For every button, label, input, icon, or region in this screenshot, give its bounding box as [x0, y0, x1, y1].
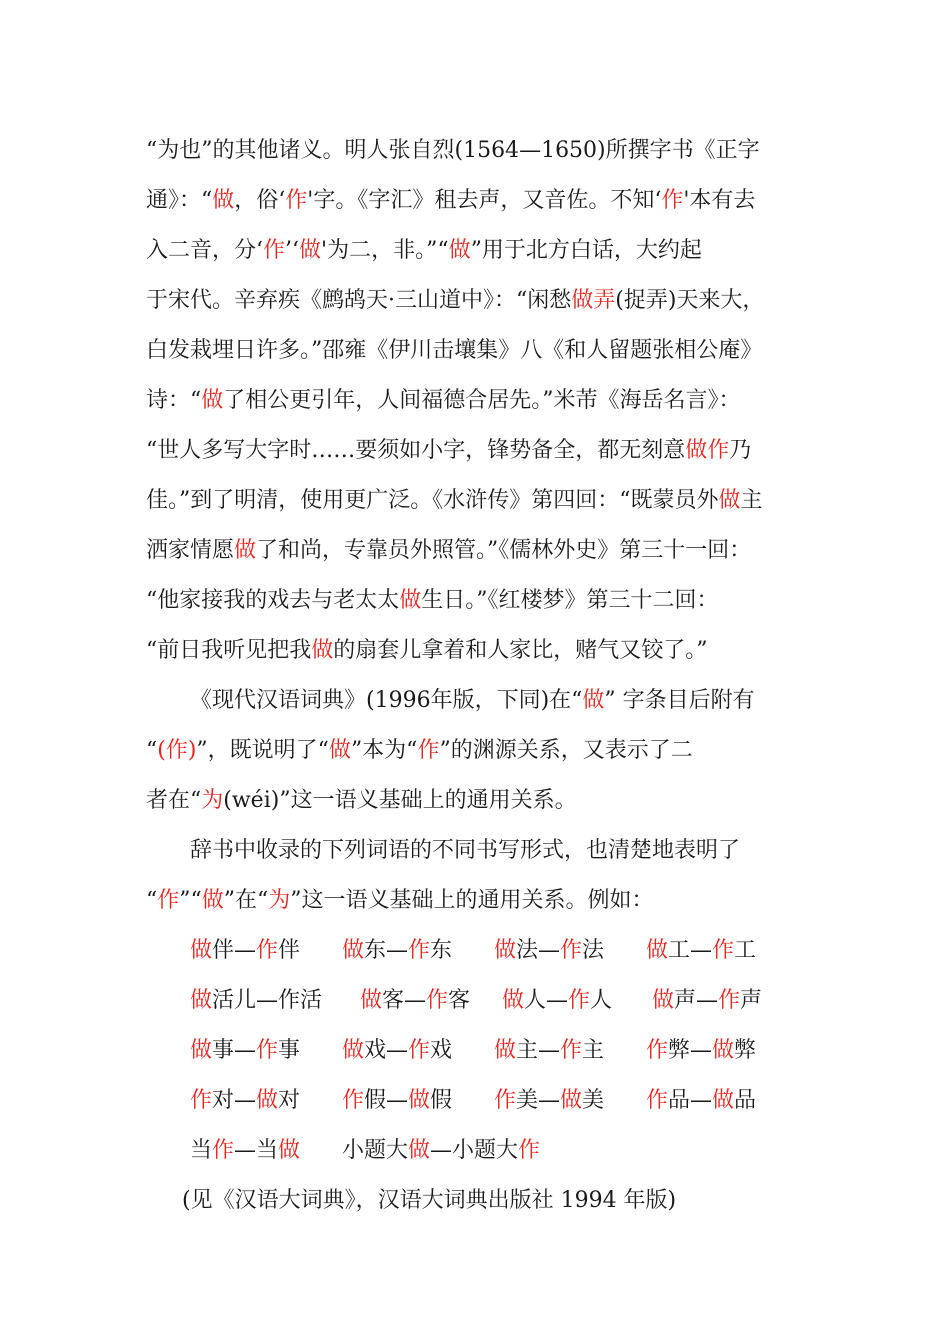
word-examples-list — [146, 926, 810, 1176]
example-row — [146, 926, 810, 976]
example-word-pair — [646, 1026, 798, 1076]
highlighted-char: 做 — [360, 988, 383, 1013]
highlighted-char: 作 — [518, 1138, 541, 1163]
text-run: ”本为“ — [350, 738, 418, 763]
text-line — [146, 226, 810, 276]
text-run: 法 — [582, 938, 605, 963]
highlighted-char: 作 — [342, 1088, 365, 1113]
highlighted-char: 做 — [201, 888, 224, 913]
example-row — [146, 1076, 810, 1126]
text-run: 通》：“ — [146, 188, 213, 213]
text-run: 辞书中收录的下列词语的不同书写形式，也清楚地表明了 — [190, 838, 741, 863]
text-run: 入二音，分‘ — [146, 238, 263, 263]
text-line — [146, 176, 810, 226]
text-run: “前日我听见把我 — [146, 638, 312, 663]
paragraph-history — [146, 126, 810, 676]
example-word-pair — [342, 926, 494, 976]
text-line — [146, 276, 810, 326]
highlighted-char: 做 — [278, 1138, 301, 1163]
highlighted-char: 做 — [311, 638, 334, 663]
text-run: ”这一语义基础上的通用关系。例如： — [290, 888, 654, 913]
text-run: 《现代汉语词典》(1996年版，下同)在“ — [190, 688, 583, 713]
text-run: 弊— — [668, 1038, 713, 1063]
highlighted-char: 做 — [652, 988, 675, 1013]
text-line — [146, 826, 810, 876]
highlighted-char: 作 — [646, 1038, 669, 1063]
highlighted-char: 作 — [661, 188, 684, 213]
text-line — [146, 676, 810, 726]
text-run: 戏 — [430, 1038, 453, 1063]
text-run: '字。《字汇》租去声，又音佐。不知‘ — [307, 188, 662, 213]
text-run: 事 — [278, 1038, 301, 1063]
text-run: 客— — [382, 988, 427, 1013]
text-line — [146, 726, 810, 776]
example-word-pair — [342, 1076, 494, 1126]
highlighted-char: 作 — [212, 1138, 235, 1163]
text-run: 美 — [582, 1088, 605, 1113]
highlighted-char: 做 — [494, 1038, 517, 1063]
highlighted-char: 做 — [190, 1038, 213, 1063]
text-line — [146, 376, 810, 426]
highlighted-char: 作 — [494, 1088, 517, 1113]
highlighted-char: 做 — [646, 938, 669, 963]
text-run: 主 — [582, 1038, 605, 1063]
text-run: 人— — [524, 988, 569, 1013]
text-run: 乃 — [729, 438, 752, 463]
text-run: 东— — [364, 938, 409, 963]
example-word-pair — [494, 1076, 646, 1126]
highlighted-char: 做 — [408, 1138, 431, 1163]
text-run: 佳。”到了明清，使用更广泛。《水浒传》第四回：“既蒙员外 — [146, 488, 719, 513]
example-word-pair — [360, 976, 502, 1026]
highlighted-char: 做 — [718, 488, 741, 513]
text-run: ，俗‘ — [234, 188, 286, 213]
text-run: 对— — [212, 1088, 257, 1113]
highlighted-char: 为 — [268, 888, 291, 913]
text-run: 客 — [448, 988, 471, 1013]
highlighted-char: 做 — [212, 188, 235, 213]
highlighted-char: 作 — [256, 1038, 279, 1063]
text-line — [146, 476, 810, 526]
highlighted-char: 作 — [568, 988, 591, 1013]
example-word-pair — [494, 1026, 646, 1076]
highlighted-char: 做 — [560, 1088, 583, 1113]
source-citation: (见《汉语大词典》，汉语大词典出版社 1994 年版) — [182, 1188, 677, 1213]
text-run: “世人多写大字时……要须如小字，锋势备全，都无刻意 — [146, 438, 686, 463]
text-run: 的扇套儿拿着和人家比，赌气又铰了。” — [333, 638, 708, 663]
text-run: 主— — [516, 1038, 561, 1063]
text-run: 活儿—作活 — [212, 988, 323, 1013]
text-run: (捉弄)天来大， — [615, 288, 765, 313]
highlighted-char: (作) — [157, 738, 197, 763]
text-run: “为也”的其他诸义。明人张自烈(1564—1650)所撰字书《正字 — [146, 138, 760, 163]
example-word-pair — [646, 926, 798, 976]
example-row — [146, 1126, 810, 1176]
text-run: 了相公更引年，人间福德合居先。”米芾《海岳名言》： — [223, 388, 741, 413]
text-run: ’‘ — [285, 238, 300, 263]
text-run: 美— — [516, 1088, 561, 1113]
example-word-pair — [190, 1026, 342, 1076]
example-word-pair — [190, 976, 360, 1026]
highlighted-char: 作 — [157, 888, 180, 913]
highlighted-char: 做 — [408, 1088, 431, 1113]
text-run: —小题大 — [430, 1138, 519, 1163]
text-run: ”在“ — [223, 888, 269, 913]
text-line — [146, 776, 810, 826]
highlighted-char: 作 — [560, 938, 583, 963]
example-row — [146, 976, 810, 1026]
text-line — [146, 576, 810, 626]
text-run: 假 — [430, 1088, 453, 1113]
highlighted-char: 做 — [502, 988, 525, 1013]
text-run: 伴— — [212, 938, 257, 963]
highlighted-char: 做 — [201, 388, 224, 413]
text-run: (wéi)”这一语义基础上的通用关系。 — [223, 788, 577, 813]
text-run: 声 — [740, 988, 763, 1013]
highlighted-char: 做 — [190, 938, 213, 963]
highlighted-char: 做 — [399, 588, 422, 613]
highlighted-char: 作 — [408, 1038, 431, 1063]
text-run: 品— — [668, 1088, 713, 1113]
text-run: 伴 — [278, 938, 301, 963]
highlighted-char: 做 — [328, 738, 351, 763]
example-word-pair — [342, 1126, 541, 1176]
example-word-pair — [190, 926, 342, 976]
text-run: 东 — [430, 938, 453, 963]
text-line — [146, 326, 810, 376]
highlighted-char: 作 — [426, 988, 449, 1013]
text-line — [146, 626, 810, 676]
highlighted-char: 做 — [234, 538, 257, 563]
text-run: 假— — [364, 1088, 409, 1113]
text-line — [146, 426, 810, 476]
text-run: 事— — [212, 1038, 257, 1063]
example-word-pair — [190, 1126, 342, 1176]
paragraph-examples-intro — [146, 826, 810, 926]
highlighted-char: 作 — [263, 238, 286, 263]
text-run: 工 — [734, 938, 757, 963]
text-run: 了和尚，专靠员外照管。”《儒林外史》第三十一回： — [256, 538, 752, 563]
example-word-pair — [190, 1076, 342, 1126]
highlighted-char: 作 — [646, 1088, 669, 1113]
text-run: “ — [146, 888, 158, 913]
example-word-pair — [502, 976, 652, 1026]
text-run: 戏— — [364, 1038, 409, 1063]
text-run: —当 — [234, 1138, 279, 1163]
highlighted-char: 作 — [718, 988, 741, 1013]
text-run: ”的渊源关系，又表示了二 — [439, 738, 693, 763]
text-run: 法— — [516, 938, 561, 963]
text-run: 人 — [590, 988, 613, 1013]
highlighted-char: 作 — [190, 1088, 213, 1113]
highlighted-char: 作 — [256, 938, 279, 963]
text-run: ”“ — [179, 888, 202, 913]
text-run: ” 字条目后附有 — [604, 688, 755, 713]
highlighted-char: 做 — [582, 688, 605, 713]
text-run: '本有去 — [683, 188, 756, 213]
text-run: 生日。”《红楼梦》第三十二回： — [421, 588, 719, 613]
example-word-pair — [646, 1076, 798, 1126]
example-row — [146, 1026, 810, 1076]
highlighted-char: 为 — [201, 788, 224, 813]
highlighted-char: 做 — [256, 1088, 279, 1113]
text-run: 白发栽埋日许多。”邵雍《伊川击壤集》八《和人留题张相公庵》 — [146, 338, 763, 363]
text-line — [146, 126, 810, 176]
highlighted-char: 做 — [712, 1038, 735, 1063]
highlighted-char: 做 — [448, 238, 471, 263]
text-run: 者在“ — [146, 788, 202, 813]
highlighted-char: 做 — [342, 938, 365, 963]
text-run: '为二，非。”“ — [321, 238, 449, 263]
highlighted-char: 作 — [285, 188, 308, 213]
text-run: 对 — [278, 1088, 301, 1113]
text-run: 主 — [740, 488, 763, 513]
highlighted-char: 做弄 — [571, 288, 616, 313]
example-word-pair — [342, 1026, 494, 1076]
text-run: 弊 — [734, 1038, 757, 1063]
highlighted-char: 做作 — [685, 438, 730, 463]
highlighted-char: 作 — [417, 738, 440, 763]
text-run: 于宋代。辛弃疾《鹧鸪天·三山道中》：“闲愁 — [146, 288, 572, 313]
highlighted-char: 做 — [494, 938, 517, 963]
text-run: 当 — [190, 1138, 213, 1163]
text-run: 品 — [734, 1088, 757, 1113]
text-run: “ — [146, 738, 158, 763]
text-line — [146, 876, 810, 926]
highlighted-char: 作 — [560, 1038, 583, 1063]
text-run: “他家接我的戏去与老太太 — [146, 588, 400, 613]
text-run: ”用于北方白话，大约起 — [470, 238, 702, 263]
text-run: 小题大 — [342, 1138, 409, 1163]
highlighted-char: 做 — [190, 988, 213, 1013]
highlighted-char: 作 — [408, 938, 431, 963]
text-run: 诗：“ — [146, 388, 202, 413]
text-run: 洒家情愿 — [146, 538, 235, 563]
example-word-pair — [652, 976, 804, 1026]
highlighted-char: 做 — [299, 238, 322, 263]
highlighted-char: 做 — [712, 1088, 735, 1113]
highlighted-char: 做 — [342, 1038, 365, 1063]
text-run: 工— — [668, 938, 713, 963]
text-run: 声— — [674, 988, 719, 1013]
example-word-pair — [494, 926, 646, 976]
text-line — [146, 526, 810, 576]
highlighted-char: 作 — [712, 938, 735, 963]
paragraph-dictionary-note — [146, 676, 810, 826]
text-run: ”，既说明了“ — [196, 738, 329, 763]
